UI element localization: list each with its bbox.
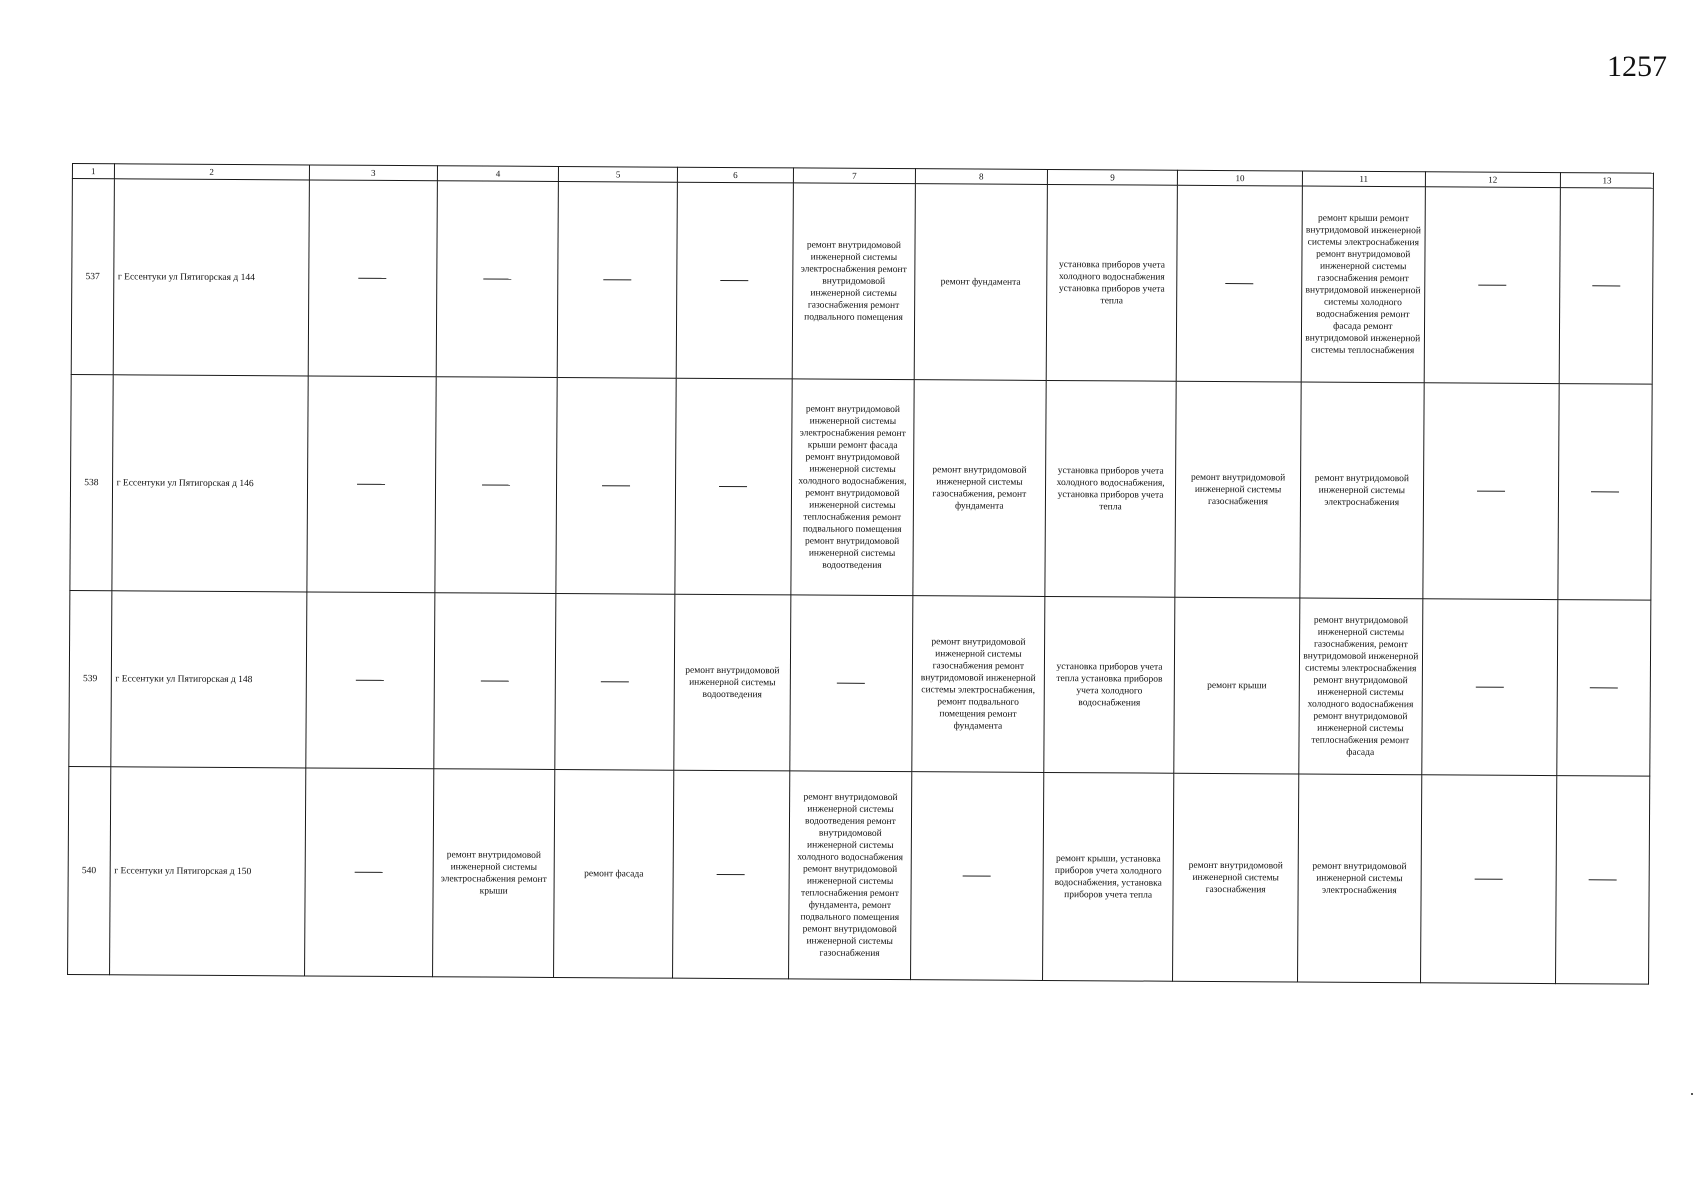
empty-dash xyxy=(1476,686,1504,687)
work-description: установка приборов учета тепла установка приборов учета холодного водоснабжения xyxy=(1056,661,1163,709)
work-cell xyxy=(791,379,914,596)
work-cell xyxy=(790,595,913,772)
work-description: ремонт внутридомовой инженерной системы водоотведения xyxy=(685,665,780,700)
work-cell xyxy=(1175,381,1301,598)
row-number: 538 xyxy=(70,374,113,590)
col-number: 4 xyxy=(437,166,559,182)
empty-dash xyxy=(1589,879,1617,880)
col-number: 5 xyxy=(559,166,677,182)
table-row xyxy=(68,766,1650,984)
work-description: ремонт внутридомовой инженерной системы газоснабжения xyxy=(1188,860,1283,895)
work-cell xyxy=(1558,384,1652,601)
work-description: ремонт внутридомовой инженерной системы газоснабжения ремонт внутридомовой инженерной системы электроснабжения, ремонт подвального помещения ремонт фундамента xyxy=(920,636,1036,732)
empty-dash xyxy=(357,484,385,485)
work-cell xyxy=(672,770,790,979)
work-description: ремонт внутридомовой инженерной системы газоснабжения, ремонт внутридомовой инженерной системы электроснабжения ремонт внутридомовой инженерной системы холодного водоснабжения ремонт внутридомовой инженерной системы теплоснабжения ремонт фасада xyxy=(1303,615,1419,758)
work-cell xyxy=(1300,382,1424,599)
work-cell xyxy=(1176,185,1302,382)
empty-dash xyxy=(837,682,865,683)
work-cell xyxy=(432,769,555,978)
row-number: 537 xyxy=(71,179,114,375)
work-cell xyxy=(306,592,435,769)
work-cell xyxy=(1174,597,1300,774)
work-description: ремонт крыши, установка приборов учета холодного водоснабжения, установка приборов учета тепла xyxy=(1054,853,1162,901)
col-number: 12 xyxy=(1425,172,1561,188)
work-cell xyxy=(555,593,674,770)
table-row xyxy=(71,179,1653,385)
work-cell xyxy=(1559,188,1653,385)
work-cell xyxy=(910,772,1044,981)
empty-dash xyxy=(355,872,383,873)
work-cell xyxy=(1301,186,1425,383)
work-description: ремонт крыши ремонт внутридомовой инженерной системы электроснабжения ремонт внутридомовой инженерной системы газоснабжения ремонт внутридомовой инженерной системы холодного водоснабжения ремонт фасада ремонт внутридомовой инженерной системы теплоснабжения xyxy=(1305,213,1421,356)
work-cell xyxy=(914,184,1047,381)
empty-dash xyxy=(359,278,387,279)
work-description: ремонт фасада xyxy=(584,868,644,880)
table-row xyxy=(70,374,1652,600)
empty-dash xyxy=(1477,490,1505,491)
empty-dash xyxy=(482,484,510,485)
work-cell xyxy=(434,593,557,770)
work-description: ремонт внутридомовой инженерной системы газоснабжения xyxy=(1191,472,1286,507)
work-cell xyxy=(789,771,912,980)
col-number: 3 xyxy=(309,165,437,181)
col-number: 1 xyxy=(72,164,114,179)
empty-dash xyxy=(602,485,630,486)
empty-dash xyxy=(1591,491,1619,492)
empty-dash xyxy=(1478,284,1506,285)
row-number: 539 xyxy=(69,590,112,766)
work-description: ремонт крыши xyxy=(1207,680,1267,691)
row-number: 540 xyxy=(68,766,111,974)
work-cell xyxy=(1556,776,1650,985)
col-number: 8 xyxy=(915,169,1047,185)
work-cell xyxy=(304,768,433,977)
work-cell xyxy=(1297,774,1421,983)
work-description: ремонт фундамента xyxy=(940,276,1021,288)
col-number: 7 xyxy=(794,168,916,184)
empty-dash xyxy=(1592,285,1620,286)
work-description: ремонт внутридомовой инженерной системы водоотведения ремонт внутридомовой инженерной системы холодного водоснабжения ремонт внутридомовой инженерной системы теплоснабжения ремонт фундамента, ремонт подвального помещения ремонт внутридомовой инженерной системы газоснабжения xyxy=(797,791,904,959)
empty-dash xyxy=(483,278,511,279)
address-cell: г Ессентуки ул Пятигорская д 148 xyxy=(110,591,306,768)
repair-schedule-table xyxy=(67,163,1654,985)
empty-dash xyxy=(721,280,749,281)
work-cell xyxy=(1421,599,1558,776)
work-cell xyxy=(308,180,437,377)
col-number: 9 xyxy=(1047,169,1177,185)
table-row xyxy=(69,590,1651,776)
work-description: установка приборов учета холодного водоснабжения установка приборов учета тепла xyxy=(1058,259,1165,306)
col-number: 6 xyxy=(677,167,793,183)
empty-dash xyxy=(1225,283,1253,284)
work-cell xyxy=(1423,383,1560,600)
page-number: 1257 xyxy=(1607,50,1667,83)
work-cell xyxy=(1299,598,1423,775)
work-cell xyxy=(1044,596,1175,773)
work-cell xyxy=(554,769,674,978)
work-cell xyxy=(912,596,1045,773)
empty-dash xyxy=(601,681,629,682)
empty-dash xyxy=(963,875,991,876)
work-cell xyxy=(913,380,1047,597)
work-cell xyxy=(1046,184,1177,381)
col-number: 13 xyxy=(1560,173,1653,189)
scan-speck xyxy=(1691,1093,1693,1095)
work-cell xyxy=(1173,773,1299,982)
empty-dash xyxy=(603,279,631,280)
work-description: ремонт внутридомовой инженерной системы газоснабжения, ремонт фундамента xyxy=(932,464,1027,512)
work-cell xyxy=(792,183,915,380)
work-cell xyxy=(1045,380,1176,597)
work-description: ремонт внутридомовой инженерной системы электроснабжения xyxy=(1314,473,1410,508)
work-description: ремонт внутридомовой инженерной системы электроснабжения ремонт крыши xyxy=(440,849,547,897)
col-number: 10 xyxy=(1178,170,1303,186)
col-number: 11 xyxy=(1302,171,1425,187)
work-cell xyxy=(435,377,558,594)
work-cell xyxy=(1557,600,1651,777)
empty-dash xyxy=(481,680,509,681)
work-cell xyxy=(1043,772,1174,981)
work-cell xyxy=(307,376,436,593)
empty-dash xyxy=(720,486,748,487)
work-cell xyxy=(676,182,793,379)
work-description: ремонт внутридомовой инженерной системы электроснабжения ремонт крыши ремонт фасада ремонт внутридомовой инженерной системы холодного водоснабжения, ремонт внутридомовой инженерной системы теплоснабжения ремонт подвального помещения ремонт внутридомовой инженерной системы водоотведения xyxy=(798,403,907,571)
address-cell: г Ессентуки ул Пятигорская д 144 xyxy=(113,179,309,376)
work-cell xyxy=(1424,187,1561,384)
work-cell xyxy=(1420,775,1557,984)
work-description: ремонт внутридомовой инженерной системы электроснабжения xyxy=(1312,861,1407,896)
col-number: 2 xyxy=(114,164,309,180)
work-cell xyxy=(436,181,559,378)
address-cell: г Ессентуки ул Пятигорская д 150 xyxy=(109,767,305,976)
address-cell: г Ессентуки ул Пятигорская д 146 xyxy=(111,375,308,592)
work-description: ремонт внутридомовой инженерной системы электроснабжения ремонт внутридомовой инженерной системы газоснабжения ремонт подвального помещения xyxy=(800,239,907,323)
work-description: установка приборов учета холодного водоснабжения, установка приборов учета тепла xyxy=(1056,465,1165,512)
work-cell xyxy=(674,594,791,771)
empty-dash xyxy=(1475,878,1503,879)
empty-dash xyxy=(717,874,745,875)
empty-dash xyxy=(1590,687,1618,688)
work-cell xyxy=(675,378,793,595)
empty-dash xyxy=(356,680,384,681)
work-cell xyxy=(556,377,676,594)
work-cell xyxy=(558,181,678,378)
